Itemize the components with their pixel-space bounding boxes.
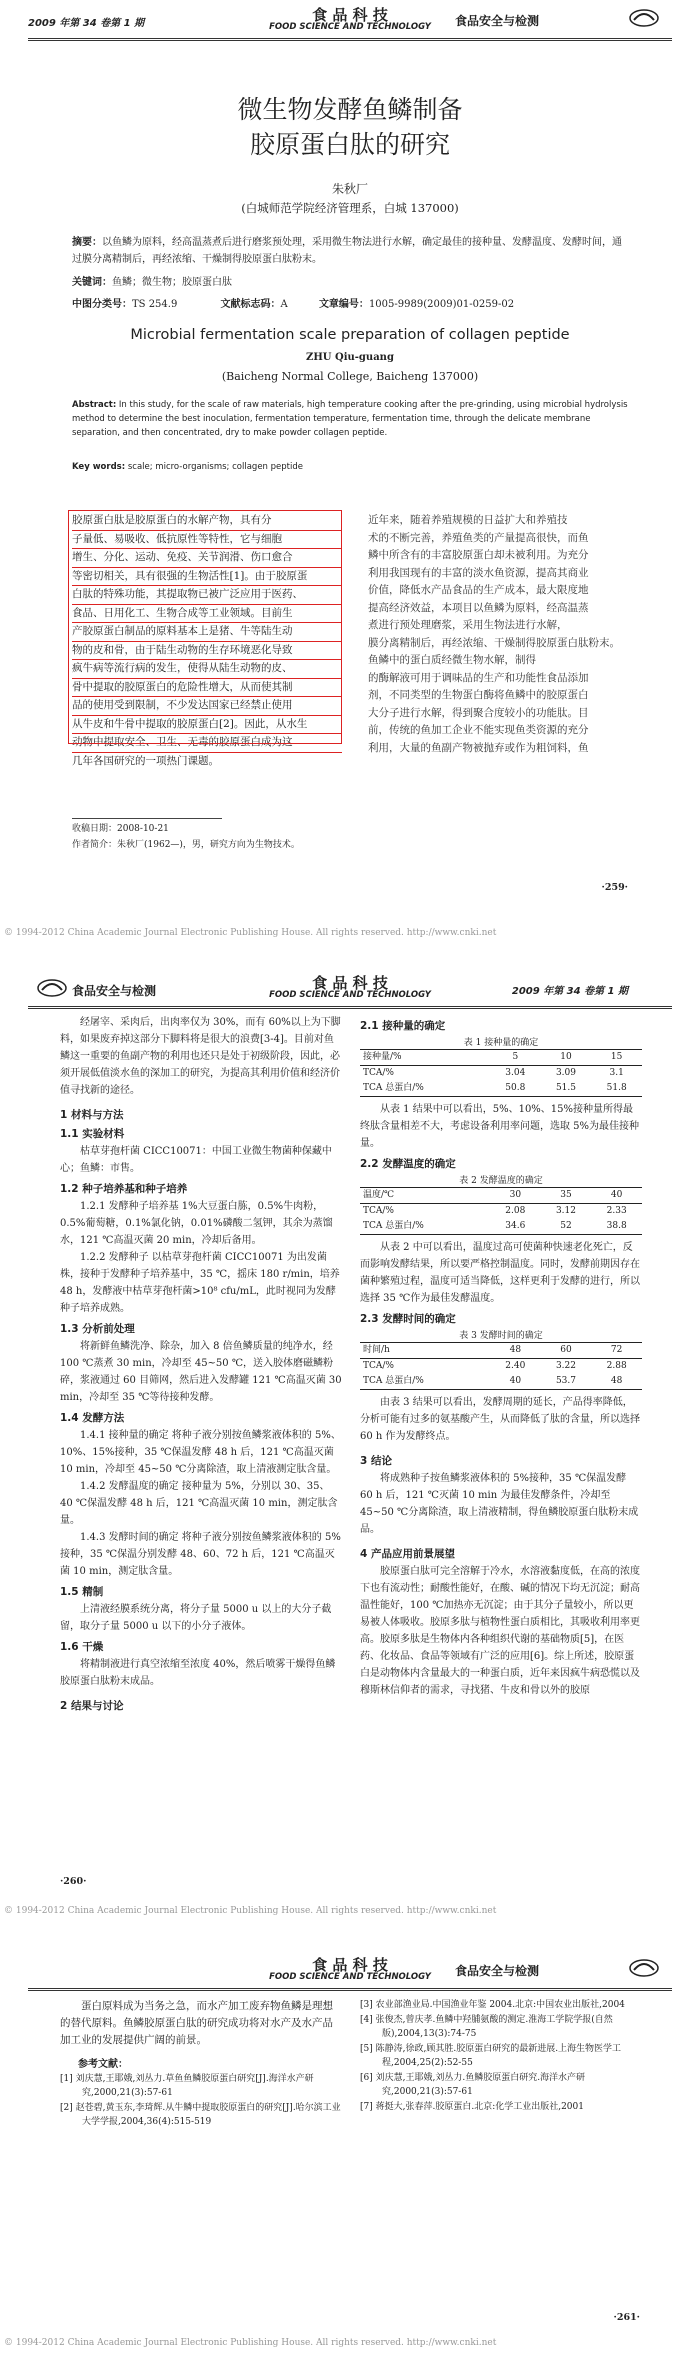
subsection-heading: 1.2 种子培养基和种子培养: [60, 1183, 188, 1195]
body-line: 近年来，随着养殖规模的日益扩大和养殖技: [368, 514, 568, 526]
keywords-text: 鱼鳞；微生物；胶原蛋白肽: [112, 277, 232, 288]
page-number: ·260·: [60, 1876, 87, 1887]
body-line: 的酶解液可用于调味品的生产和功能性食品添加: [368, 671, 589, 684]
article-title: [0, 92, 700, 162]
body-paragraph: 经屠宰、采肉后，出肉率仅为 30%，而有 60%以上为下脚料，如果废弃掉这部分下脚料将是很大的浪费[3-4]。目前对鱼鳞这一重要的鱼副产物的利用也还只是处于初级阶段，因此，必须开展低值淡水鱼的深加工的研究，为提高其利用价值和经济价值寻找新的途径。: [60, 1017, 341, 1096]
table-cell: 2.33: [591, 1204, 642, 1220]
reference-item: [1] 刘庆慧,王耶娥,刘丛力.草鱼鱼鳞胶原蛋白研究[J].海洋水产研究,2000,21(3):57-61: [60, 2074, 314, 2098]
body-line: 前，传统的鱼加工企业不能实现鱼类资源的充分: [368, 724, 589, 736]
body-line: 煮进行预处理磨浆，采用生物法进行水解，: [368, 619, 568, 631]
subsection-heading: 1.3 分析前处理: [60, 1323, 135, 1335]
table-row: [360, 1359, 642, 1375]
table-row: [360, 1204, 642, 1220]
keywords-label: 关键词：: [72, 277, 112, 288]
table-cell: 2.40: [490, 1359, 541, 1375]
subsection-heading: 1.5 精制: [60, 1586, 104, 1598]
table-cell: 34.6: [490, 1219, 541, 1235]
affiliation-en: (Baicheng Normal College, Baicheng 137000): [221, 370, 479, 383]
table-cell: TCA/%: [360, 1359, 490, 1375]
table-cell: 52: [541, 1219, 592, 1235]
journal-logo-icon: [628, 6, 660, 28]
subsection-heading: 1.4 发酵方法: [60, 1412, 125, 1424]
journal-logo-icon: [628, 1956, 660, 1978]
section-heading: 2 结果与讨论: [60, 1700, 124, 1712]
abstract: [72, 234, 628, 268]
table1: [360, 1049, 642, 1097]
body-paragraph: 1.4.1 接种量的确定 将种子液分别按鱼鳞浆液体积的 5%、10%、15%接种，35 ℃保温发酵 48 h 后，121 ℃高温灭菌 10 min，冷却至 45~50 ℃分离除渣，取上清液测定肽含量。: [60, 1430, 341, 1475]
article-title-line1: 微生物发酵鱼鳞制备: [237, 95, 463, 124]
table-header-cell: 40: [591, 1188, 642, 1204]
table-cell: 3.12: [541, 1204, 592, 1220]
doc-code-value: A: [280, 299, 288, 310]
copyright-footer: © 1994-2012 China Academic Journal Electronic Publishing House. All rights reserved. http://www.cnki.net: [4, 1906, 497, 1916]
heading-2-2: 2.2 发酵温度的确定: [360, 1158, 456, 1170]
table-cell: 3.09: [541, 1066, 592, 1082]
reference-item: [4] 张俊杰,曾庆孝.鱼鳞中羟脯氨酸的测定.淮海工学院学报(自然版),2004,13(3):74-75: [360, 2015, 613, 2039]
body-line: 价值，降低水产品食品的生产成本，最大限度地: [368, 584, 589, 596]
heading-2-1: 2.1 接种量的确定: [360, 1020, 446, 1032]
body-line: 利用我国现有的丰富的淡水鱼资源，提高其商业: [368, 566, 589, 579]
section-heading: 1 材料与方法: [60, 1109, 124, 1121]
table-cell: 53.7: [541, 1374, 592, 1390]
intro-line: 增生、分化、运动、免疫、关节润滑、伤口愈合: [72, 549, 342, 568]
page1-right-column: [368, 512, 638, 757]
keywords-en-text: scale; micro-organisms; collagen peptide: [127, 462, 303, 472]
para-after-table1: 从表 1 结果中可以看出，5%、10%、15%接种量所得最终肽含量相差不大，考虑设备利用率问题，选取 5%为最佳接种量。: [360, 1104, 640, 1149]
intro-line: 产胶原蛋白制品的原料基本上是猪、牛等陆生动: [72, 623, 342, 642]
clc-label: 中图分类号：: [72, 299, 132, 310]
table-cell: 2.88: [591, 1359, 642, 1375]
page2-right-column: [360, 1014, 642, 1699]
article-no-label: 文章编号：: [318, 299, 369, 310]
body-line: 剂，不同类型的生物蛋白酶将鱼鳞中的胶原蛋白: [368, 689, 589, 701]
heading-2-3: 2.3 发酵时间的确定: [360, 1313, 456, 1325]
body-paragraph: 枯草芽孢杆菌 CICC10071：中国工业微生物菌种保藏中心；鱼鳞：市售。: [60, 1146, 332, 1174]
heading-4: 4 产品应用前景展望: [360, 1548, 455, 1560]
page3-left-column: [60, 1998, 342, 2130]
body-paragraph: 1.4.3 发酵时间的确定 将种子液分别按鱼鳞浆液体积的 5%接种，35 ℃保温分别发酵 48、60、72 h 后，121 ℃高温灭菌 10 min，测定肽含量。: [60, 1532, 341, 1577]
table-row: [360, 1374, 642, 1390]
article-no-value: 1005-9989(2009)01-0259-02: [368, 299, 515, 310]
table-cell: TCA 总蛋白/%: [360, 1219, 490, 1235]
table1-caption: 表 1 接种量的确定: [463, 1038, 539, 1048]
body-paragraph: 上清液经膜系统分离，将分子量 5000 u 以上的大分子截留，取分子量 5000 u 以下的小分子液体。: [60, 1604, 332, 1632]
intro-line: 食品、日用化工、生物合成等工业领域。目前生: [72, 605, 342, 624]
heading-3: 3 结论: [360, 1455, 392, 1467]
title-en: Microbial fermentation scale preparation of collagen peptide: [130, 327, 570, 343]
table-cell: 48: [591, 1374, 642, 1390]
page-number: ·261·: [613, 2312, 640, 2323]
table-cell: TCA/%: [360, 1066, 490, 1082]
table-header-cell: 时间/h: [360, 1343, 490, 1359]
abstract-en-label: Abstract:: [72, 400, 117, 410]
intro-line: 动物中提取安全、卫生、无毒的胶原蛋白成为这: [72, 734, 342, 753]
keywords-en: [72, 460, 628, 474]
article-title-line2: 胶原蛋白肽的研究: [249, 130, 450, 159]
body-line: 大分子进行水解，得到聚合度较小的功能肽。目: [368, 706, 589, 719]
author-note: 作者简介：朱秋厂(1962—)，男，研究方向为生物技术。: [72, 840, 300, 850]
para-after-table2: 从表 2 中可以看出，温度过高可使菌种快速老化死亡，反而影响发酵结果，所以要严格控制温度。同时，发酵前期因存在菌种繁殖过程，温度可适当降低，这样更利于发酵的进行，所以选择 35 ℃作为最佳发酵温度。: [360, 1242, 640, 1304]
subsection-heading: 1.1 实验材料: [60, 1128, 125, 1140]
page-259: [0, 0, 700, 950]
reference-item: [3] 农业部渔业局.中国渔业年鉴 2004.北京:中国农业出版社,2004: [360, 2000, 625, 2010]
table-header-cell: 48: [490, 1343, 541, 1359]
intro-line: 品的使用受到限制，不少发达国家已经禁止使用: [72, 697, 342, 716]
table-cell: TCA/%: [360, 1204, 490, 1220]
intro-line: 胶原蛋白肽是胶原蛋白的水解产物，具有分: [72, 512, 342, 531]
body-paragraph: 1.2.2 发酵种子 以枯草芽孢杆菌 CICC10071 为出发菌株，接种于发酵种子培养基中，35 ℃，摇床 180 r/min，培养 48 h，发酵液中枯草芽孢杆菌>10⁸ cfu/mL，此时视同为发酵种子培养成熟。: [60, 1252, 340, 1314]
table-cell: TCA 总蛋白/%: [360, 1081, 490, 1097]
abstract-en: [72, 398, 628, 440]
intro-line: 几年各国研究的一项热门课题。: [72, 754, 219, 767]
highlight-box: [68, 510, 342, 744]
body-line: 术的不断完善，养殖鱼类的产量提高很快，而鱼: [368, 531, 589, 544]
section-label: 食品安全与检测: [455, 1964, 540, 1978]
section-label: 食品安全与检测: [455, 14, 540, 28]
journal-title-en: FOOD SCIENCE AND TECHNOLOGY: [269, 990, 431, 1000]
table-cell: TCA 总蛋白/%: [360, 1374, 490, 1390]
intro-line: 从牛皮和牛骨中提取的胶原蛋白[2]。因此，从水生: [72, 716, 342, 735]
abstract-label: 摘要：: [72, 237, 102, 248]
subsection-heading: 1.6 干燥: [60, 1641, 104, 1653]
received-date: 收稿日期：2008-10-21: [72, 824, 169, 834]
intro-line: 骨中提取的胶原蛋白的危险性增大，从而使其制: [72, 679, 342, 698]
issue-label: 2009 年第 34 卷第 1 期: [28, 18, 145, 29]
references-title: 参考文献：: [78, 2059, 128, 2070]
intro-line: 物的皮和骨，由于陆生动物的生存环境恶化导致: [72, 642, 342, 661]
table3: [360, 1342, 642, 1390]
reference-item: [2] 赵苍碧,黄玉东,李琦辉.从牛鳞中提取胶原蛋白的研究[J].哈尔滨工业大学学报,2004,36(4):515-519: [60, 2103, 341, 2127]
page-261: [0, 1950, 700, 2358]
reference-item: [6] 刘庆慧,王耶娥,刘丛力.鱼鳞胶原蛋白研究.海洋水产研究,2000,21(3):57-61: [360, 2073, 586, 2097]
body-line: 提高经济效益，本项目以鱼鳞为原料，经高温蒸: [368, 601, 589, 614]
table2-caption: 表 2 发酵温度的确定: [459, 1176, 543, 1186]
body-paragraph: 1.4.2 发酵温度的确定 接种量为 5%，分别以 30、35、40 ℃保温发酵 48 h 后，121 ℃高温灭菌 10 min，测定肽含量。: [60, 1481, 338, 1526]
issue-label: 2009 年第 34 卷第 1 期: [511, 986, 628, 997]
table-cell: 38.8: [591, 1219, 642, 1235]
author-en: ZHU Qiu-guang: [306, 352, 394, 363]
table2: [360, 1187, 642, 1235]
table-cell: 50.8: [490, 1081, 541, 1097]
body-paragraph: 将新鲜鱼鳞洗净、除杂，加入 8 倍鱼鳞质量的纯净水，经 100 ℃蒸煮 30 min，冷却至 45~50 ℃，送入胶体磨磁鳞粉碎，浆液通过 60 目筛网，然后进入发酵罐 121 ℃高温灭菌 30 min，冷却至 35 ℃等待接种发酵。: [60, 1341, 342, 1403]
outlook-paragraph: 胶原蛋白肽可完全溶解于冷水，水溶液黏度低，在高的浓度下也有流动性；耐酸性能好，在酸、碱的情况下均无沉淀；耐高温性能好，100 ℃加热亦无沉淀；由于其分子量较小，所以更易被人体吸收。胶原多肽与植物性蛋白质相比，其吸收利用率更高。胶原多肽是生物体内各种组织代谢的基础物质[5]，在医药、化妆品、食品等领域有广泛的应用[6]。综上所述，胶原蛋白是动物体内含量最大的一种蛋白质，近年来因疯牛病恐慌以及穆斯林信仰者的需求，寻找猪、牛皮和骨以外的胶原: [360, 1566, 640, 1696]
page2-left-column: [60, 1014, 342, 1715]
table-header-cell: 5: [490, 1050, 541, 1066]
intro-line: 子量低、易吸收、低抗原性等特性，它与细胞: [72, 531, 342, 550]
body-line: 利用，大量的鱼副产物被抛弃或作为粗饲料，鱼: [368, 741, 589, 754]
author: 朱秋厂: [331, 182, 368, 196]
abstract-en-text: In this study, for the scale of raw materials, high temperature cooking after the pre-grinding, using microbial hydrolysis method to determine the best inoculation, fermentation temperature, fermentation time, through the delicate membrane separation, and then concentrated, dry to make powder collagen peptide.: [72, 400, 628, 438]
journal-title-en: FOOD SCIENCE AND TECHNOLOGY: [269, 1972, 431, 1982]
conclusion-paragraph: 将成熟种子按鱼鳞浆液体积的 5%接种，35 ℃保温发酵 60 h 后，121 ℃灭菌 10 min 为最佳发酵条件，冷却至 45~50 ℃分离除渣，取上清液精制，得鱼鳞胶原蛋白肽粉末成品。: [360, 1473, 639, 1535]
table-cell: 40: [490, 1374, 541, 1390]
affiliation: (白城师范学院经济管理系，白城 137000): [241, 201, 459, 215]
table-cell: 51.5: [541, 1081, 592, 1097]
references-right: [360, 1998, 642, 2115]
reference-item: [5] 陈静涛,徐政,顾其胜.胶原蛋白研究的最新进展.上海生物医学工程,2004,25(2):52-55: [360, 2044, 622, 2068]
copyright-footer: © 1994-2012 China Academic Journal Electronic Publishing House. All rights reserved. http://www.cnki.net: [4, 2338, 497, 2348]
copyright-footer: © 1994-2012 China Academic Journal Electronic Publishing House. All rights reserved. http://www.cnki.net: [4, 928, 497, 938]
table-header-cell: 温度/℃: [360, 1188, 490, 1204]
table-header-cell: 接种量/%: [360, 1050, 490, 1066]
body-line: 膜分离精制后，再经浓缩、干燥制得胶原蛋白肽粉末。: [368, 636, 620, 649]
body-paragraph: 1.2.1 发酵种子培养基 1%大豆蛋白胨，0.5%牛肉粉，0.5%葡萄糖，0.1%氯化钠，0.01%磷酸二氢钾，其余为蒸馏水，121 ℃高温灭菌 20 min，冷却后备用。: [60, 1201, 333, 1246]
table-cell: 51.8: [591, 1081, 642, 1097]
table-row: [360, 1066, 642, 1082]
clc-value: TS 254.9: [132, 299, 178, 310]
table-row: [360, 1081, 642, 1097]
references-left: [60, 2072, 342, 2129]
table-header-cell: 10: [541, 1050, 592, 1066]
table-cell: 3.04: [490, 1066, 541, 1082]
intro-line: 等密切相关，具有很强的生物活性[1]。由于胶原蛋: [72, 568, 342, 587]
journal-title-en: FOOD SCIENCE AND TECHNOLOGY: [269, 22, 431, 32]
journal-title-cn: 食 品 科 技: [312, 974, 388, 992]
keywords: [72, 274, 628, 291]
intro-line: 白肽的特殊功能，其提取物已被广泛应用于医药、: [72, 586, 342, 605]
table-header-cell: 60: [541, 1343, 592, 1359]
table-cell: 3.1: [591, 1066, 642, 1082]
table3-caption: 表 3 发酵时间的确定: [459, 1331, 543, 1341]
table-header-cell: 15: [591, 1050, 642, 1066]
body-paragraph: 将精制液进行真空浓缩至浓度 40%，然后喷雾干燥得鱼鳞胶原蛋白肽粉末成品。: [60, 1659, 336, 1687]
abstract-text: 以鱼鳞为原料，经高温蒸煮后进行磨浆预处理，采用微生物法进行水解，确定最佳的接种量、发酵温度、发酵时间，通过膜分离精制后，再经浓缩、干燥制得胶原蛋白肽粉末。: [72, 237, 622, 265]
doc-code-label: 文献标志码：: [220, 299, 281, 310]
footnote-rule: [72, 818, 222, 819]
table-cell: 3.22: [541, 1359, 592, 1375]
para-after-table3: 由表 3 结果可以看出，发酵周期的延长，产品得率降低，分析可能有过多的氨基酸产生，从而降低了肽的含量，所以选择 60 h 作为发酵终点。: [360, 1397, 640, 1442]
reference-item: [7] 蒋挺大,张春萍.胶原蛋白.北京:化学工业出版社,2001: [360, 2102, 584, 2112]
section-label: 食品安全与检测: [72, 984, 157, 998]
intro-line: 疯牛病等流行病的发生，使得从陆生动物的皮、: [72, 660, 342, 679]
journal-title-cn: 食 品 科 技: [312, 6, 388, 24]
keywords-en-label: Key words:: [72, 462, 126, 472]
classification: [72, 296, 628, 313]
page1-left-column: [72, 512, 342, 770]
body-line: 鱼鳞中的蛋白质经微生物水解，制得: [368, 654, 536, 666]
page-number: ·259·: [601, 882, 628, 893]
table-header-cell: 72: [591, 1343, 642, 1359]
journal-title-cn: 食 品 科 技: [312, 1956, 388, 1974]
closing-paragraph: 蛋白原料成为当务之急，而水产加工废弃物鱼鳞是理想的替代原料。鱼鳞胶原蛋白肽的研究成功将对水产及水产品加工业的发展提供广阔的前景。: [60, 2000, 333, 2046]
table-cell: 2.08: [490, 1204, 541, 1220]
body-line: 鳞中所含有的丰富胶原蛋白却未被利用。为充分: [368, 549, 589, 561]
page-260: [0, 968, 700, 1933]
table-row: [360, 1219, 642, 1235]
table-header-cell: 35: [541, 1188, 592, 1204]
table-header-cell: 30: [490, 1188, 541, 1204]
